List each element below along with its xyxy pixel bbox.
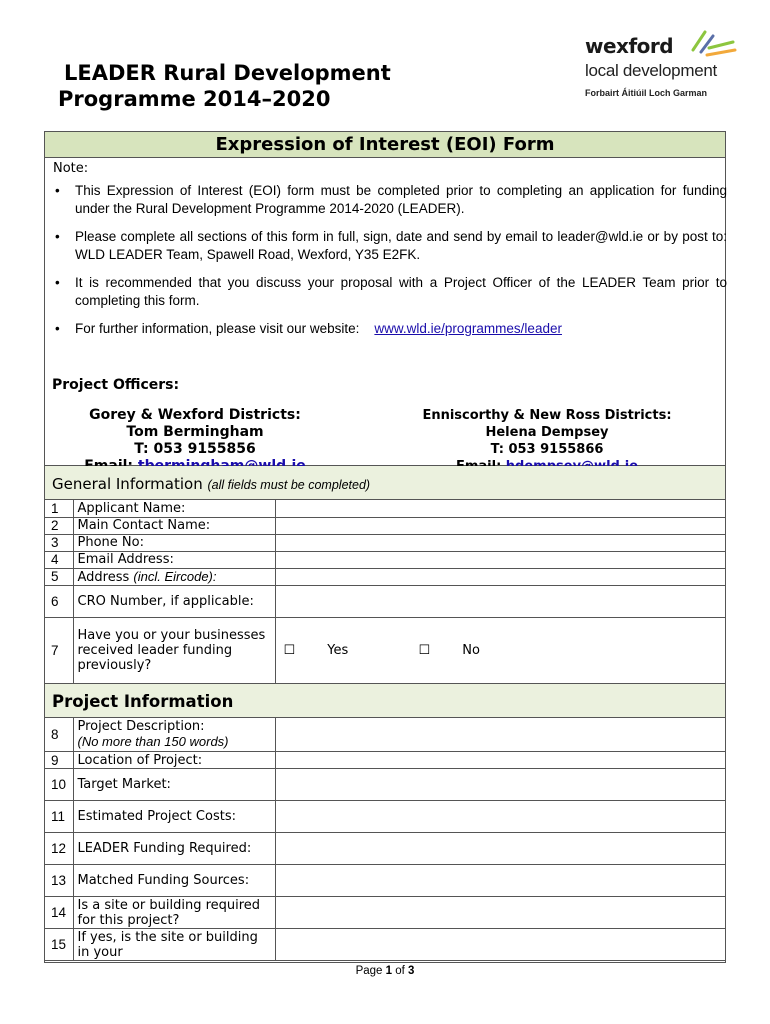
location-field[interactable] [275, 752, 725, 769]
row-label-note: (No more than 150 words) [77, 733, 229, 749]
project-officers-heading: Project Officers: [52, 377, 180, 393]
leader-funding-field[interactable] [275, 833, 725, 865]
row-number: 12 [45, 833, 73, 865]
officer-phone: T: 053 9155856 [134, 441, 256, 457]
table-row [45, 568, 725, 585]
officer-name: Tom Bermingham [126, 424, 264, 440]
row-number: 1 [45, 500, 73, 517]
notes-section [45, 158, 725, 466]
row-number: 6 [45, 585, 73, 617]
page-current: 1 [385, 965, 393, 977]
bullet-icon: • [55, 275, 60, 290]
project-information-header [45, 684, 725, 718]
table-row [45, 865, 725, 897]
note-text: This Expression of Interest (EOI) form must be completed prior to completing an application for funding under the Rural Development Programme 2014-2020 (LEADER). [75, 183, 727, 216]
row-number: 4 [45, 551, 73, 568]
yes-checkbox[interactable]: ☐ [283, 642, 296, 658]
wexford-logo [585, 28, 735, 100]
page-footer [0, 965, 770, 977]
general-information-header [45, 466, 725, 500]
logo-swoosh-icon [689, 28, 737, 58]
no-label: No [462, 642, 480, 658]
note-text: For further information, please visit our website: [75, 321, 360, 336]
page-of: of [395, 965, 405, 977]
row-label: Matched Funding Sources: [73, 865, 275, 897]
table-row [45, 897, 725, 929]
target-market-field[interactable] [275, 769, 725, 801]
row-number: 10 [45, 769, 73, 801]
officer-enniscorthy-newross [397, 407, 697, 475]
note-text: It is recommended that you discuss your proposal with a Project Officer of the LEADER Team prior to completing this form. [75, 275, 727, 308]
bullet-icon: • [55, 183, 60, 198]
row-number: 9 [45, 752, 73, 769]
row-number: 2 [45, 517, 73, 534]
row-label: Address [77, 569, 130, 585]
row-label-note: (incl. Eircode): [133, 568, 217, 584]
row-label: Is a site or building required for this project? [73, 897, 275, 929]
table-row [45, 718, 725, 752]
section-title: Project Information [52, 691, 234, 711]
address-field[interactable] [275, 568, 725, 585]
previous-funding-choice [275, 617, 725, 683]
table-row [45, 929, 725, 961]
title-line-1: LEADER Rural Development [64, 61, 391, 85]
note-bullet-4 [55, 320, 719, 338]
row-label: Project Description: [77, 718, 205, 734]
row-number: 14 [45, 897, 73, 929]
page-total: 3 [408, 965, 415, 977]
document-title [58, 60, 391, 112]
logo-irish-text: Forbairt Áitiúil Loch Garman [585, 88, 708, 98]
officer-name: Helena Dempsey [485, 425, 609, 440]
table-row [45, 585, 725, 617]
matched-funding-field[interactable] [275, 865, 725, 897]
table-row [45, 752, 725, 769]
eoi-form [44, 131, 726, 963]
page-prefix: Page [355, 965, 383, 977]
applicant-name-field[interactable] [275, 500, 725, 517]
row-number: 15 [45, 929, 73, 961]
row-number: 5 [45, 568, 73, 585]
row-label: Estimated Project Costs: [73, 801, 275, 833]
note-bullet-3 [55, 274, 727, 310]
row-number: 7 [45, 617, 73, 683]
officer-district: Gorey & Wexford Districts: [89, 407, 301, 423]
row-label: Email Address: [73, 551, 275, 568]
row-label: Location of Project: [73, 752, 275, 769]
row-label: Phone No: [73, 534, 275, 551]
form-banner: Expression of Interest (EOI) Form [45, 132, 725, 158]
project-information-table [45, 718, 725, 962]
website-link[interactable]: www.wld.ie/programmes/leader [374, 321, 562, 336]
bullet-icon: • [55, 321, 60, 336]
table-row [45, 517, 725, 534]
section-note: (all fields must be completed) [207, 478, 371, 492]
table-row [45, 617, 725, 683]
officer-phone: T: 053 9155866 [490, 442, 604, 457]
title-line-2: Programme 2014–2020 [58, 87, 331, 111]
row-label: If yes, is the site or building in your [73, 929, 275, 961]
table-row [45, 769, 725, 801]
table-row [45, 534, 725, 551]
row-number: 3 [45, 534, 73, 551]
row-label: CRO Number, if applicable: [73, 585, 275, 617]
logo-subtitle: local development [585, 61, 717, 80]
site-ownership-field[interactable] [275, 929, 725, 961]
row-number: 11 [45, 801, 73, 833]
email-field[interactable] [275, 551, 725, 568]
note-label: Note: [53, 161, 89, 176]
row-label: LEADER Funding Required: [73, 833, 275, 865]
no-checkbox[interactable]: ☐ [418, 642, 431, 658]
row-label: Have you or your businesses received leader funding previously? [73, 617, 275, 683]
row-number: 13 [45, 865, 73, 897]
yes-label: Yes [327, 642, 349, 658]
note-text: Please complete all sections of this form in full, sign, date and send by email to leader@wld.ie or by post to: WLD LEADER Team, Spawell Road, Wexford, Y35 E2FK. [75, 229, 727, 262]
logo-brand: wexford [585, 34, 674, 58]
phone-field[interactable] [275, 534, 725, 551]
project-costs-field[interactable] [275, 801, 725, 833]
general-information-table [45, 500, 725, 684]
table-row [45, 551, 725, 568]
table-row [45, 500, 725, 517]
row-label: Main Contact Name: [73, 517, 275, 534]
note-bullet-2 [55, 228, 727, 264]
bullet-icon: • [55, 229, 60, 244]
officer-district: Enniscorthy & New Ross Districts: [422, 408, 672, 423]
main-contact-field[interactable] [275, 517, 725, 534]
note-bullet-1 [55, 182, 727, 218]
row-label: Target Market: [73, 769, 275, 801]
table-row [45, 833, 725, 865]
officer-gorey-wexford [45, 407, 345, 475]
project-description-field[interactable] [275, 718, 725, 752]
site-required-field[interactable] [275, 897, 725, 929]
cro-number-field[interactable] [275, 585, 725, 617]
row-label: Applicant Name: [73, 500, 275, 517]
section-title: General Information [52, 475, 203, 493]
row-number: 8 [45, 718, 73, 752]
table-row [45, 801, 725, 833]
